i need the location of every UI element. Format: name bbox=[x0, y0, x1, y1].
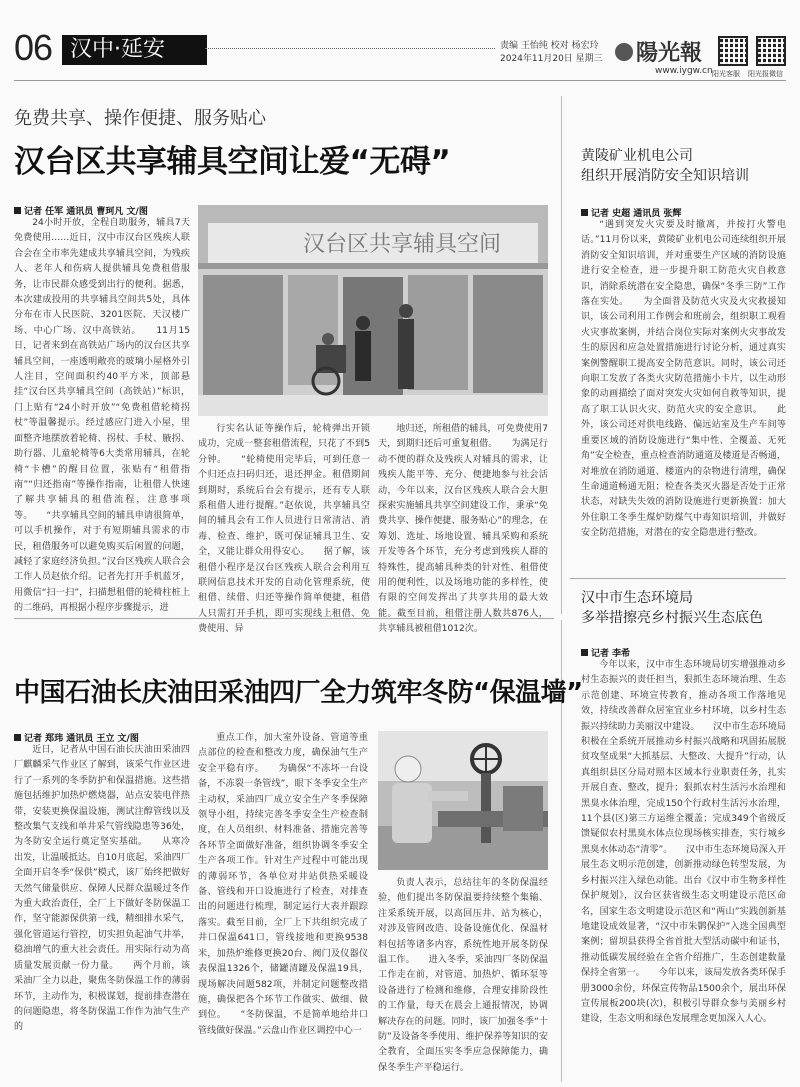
photo-sign-text: 汉台区共享辅具空间 bbox=[303, 232, 502, 257]
article4-headline bbox=[581, 588, 763, 628]
article1-column-3 bbox=[378, 422, 548, 635]
header-bottom-rule bbox=[14, 80, 786, 81]
article2-column-3 bbox=[378, 876, 548, 1083]
article3-text: “遇到突发火灾要及时撤离，并按打火警电话。”11月份以来，黄陵矿业机电公司连续组织开展消防安全知识培训，并对重要生产区域的消防设施进行安全检查，进一步提升职工防范火灾自救意识，消除系统潜在安全隐患，确保“冬季三防”工作落在实处。 为全面普及防范火灾及火灾救援知识，该公司利用工作例会和班前会，组织职工观看火灾事故案例，并结合岗位实际对案例火灾事故发生的原因和应急处置措施进行讨论分析，通过真实案例警醒职工提高安全防范意识。同时，该公司还向职工发放了各类火灾防范措施小卡片，以生动形象的动画描绘了面对突发火灾如何自救等知识，提高了职工认识火灾、防范火灾的安全意识。 此外，该公司还对供电线路、偏远站室及生产车间等重要区域的消防设施进行“集中性、全覆盖、无死角”安全检查，重点检查消防通道及楼道是否畅通，对堆放在消防通道、楼道内的杂物进行清理，确保生命通道畅通无阻；检查各类灭火器是否处于正常状态，对缺失失效的消防设施进行更新换置：加大外住职工冬季生煤炉防煤气中毒知识培训，并做好安全防范措施，对潜在的安全隐患进行整改。 bbox=[581, 220, 786, 539]
column-divider bbox=[561, 96, 562, 614]
editor-line: 责编 王怡纯 校对 杨宏玲 bbox=[500, 41, 599, 51]
article1-text-1: 24小时开放，全程自助服务，辅具7天免费使用……近日，汉中市汉台区残疾人联合会在全市率先建成共享辅具空间，为残疾人、老年人和伤病人提供辅具免费租借服务，让市民群众感受到出行的便利。据悉，本次建成投用的共享辅具空间共5处，具体分布在市人民医院、3201医院、天汉楼广场、中心广场、汉中高铁站。 11月15日，记者来到在高铁站广场内的汉台区共享辅具空间，一座透明敞亮的玻璃小屋格外引人注目，空间面积约40平方米，顶部悬挂“汉台区共享辅具空间（高铁站）”标识，门上贴有“24小时开放”“免费租借轮椅拐杖”等温馨提示。经过感应门进入小屋，里面整齐地摆放着轮椅、拐杖、手杖、腋拐、助行器、儿童轮椅等6大类常用辅具，在轮椅“卡槽”的醒目位置，张贴有“租借指南”“归还指南”等操作指南，让租借人快速了解共享辅具的租借流程，注意事项等。 “共享辅具空间的辅具申请很简单，可以手机操作，对于有短期辅具需求的市民，租借服务可以避免购买后闲置的问题，减轻了家庭经济负担。”汉台区残疾人联合会工作人员赵依介绍。记者先打开手机蓝牙，用微信“扫一扫”，扫描想租借的轮椅柱桩上的二维码，再根据小程序步骤提示，进 bbox=[14, 218, 190, 614]
qr-code-wechat[interactable] bbox=[748, 36, 786, 78]
qr-code-customer-service[interactable] bbox=[712, 36, 748, 78]
article1-headline: 汉台区共享辅具空间让爱“无碍” bbox=[14, 144, 451, 180]
qr-caption: 阳光报微信 bbox=[748, 70, 783, 78]
header-divider bbox=[205, 48, 495, 49]
newspaper-logo: 陽光報 bbox=[615, 36, 702, 67]
article2-column-2 bbox=[198, 731, 368, 1083]
article3-headline-line1: 黄陵矿业机电公司 bbox=[581, 148, 693, 164]
article4-body bbox=[581, 658, 786, 1083]
qr-code-icon bbox=[718, 36, 748, 66]
article2-text-2: 重点工作，加大室外设备、管道等重点部位的检查和整改力度，确保油气生产安全平稳有序。 为确保“不冻坏一台设备，不冻裂一条管线”，眼下冬季安全生产主动权，采油四厂成立安全生产冬季保障领导小组，持续完善冬季安全生产检查制度，在人员组织、材料准备、措施完善等各环节全面做好准备，组织协调冬季安全生产各项工作。针对生产过程中可能出现的薄弱环节，各单位对井站供热采暖设备、管线和开口设施进行了检查，对排查出的问题进行梳理，制定运行大表并跟踪落实。截至目前，全厂上下共组织完成了井口保温641口，管线接地和更换9538米，加热炉维修更换20台、阀门及仪器仪表保温1326个，储罐清罐及保温19具，现场解决问题582项，并制定问题整改措施，确保把各个环节工作做实、做细、做到位。 “冬防保温，不是简单地给井口管线做好保温。”云盘山作业区调控中心一 bbox=[198, 733, 368, 1036]
article3-body bbox=[581, 218, 786, 573]
website-link[interactable]: www.iygw.cn bbox=[655, 66, 713, 76]
article1-column-1 bbox=[14, 216, 190, 614]
article1-photo bbox=[198, 205, 548, 416]
qr-code-icon bbox=[756, 36, 786, 66]
logo-emblem-icon bbox=[615, 43, 633, 61]
article2-text-1: 近日，记者从中国石油长庆油田采油四厂麒麟采气作业区了解到，该采气作业区进行了一系列的冬季防护和保温措施。这些措施包括维护加热炉燃烧器，站点安装电伴热带，安装更换保温设施，测试注醇管线以及整改集气支线和单井采气管线隐患等36处，为冬防安全运行奠定坚实基础。 从寒冷出发，让温暖抵达。自10月底起，采油四厂全面开启冬季“保供”模式，该厂始终把做好天然气储量供应、保障人民群众温暖过冬作为重大政治责任，全厂上下做好冬防保温工作，坚守能源保供第一线，精细排水采气，强化管道运行管控，切实担负起油气井举，稳油增气的重大社会责任。用实际行动为高质量发展贡献一份力量。 两个月前，该采油厂全力以赴，聚焦冬防保温工作的薄弱环节，主动作为，积极谋划，提前排查潜在的问题隐患，将冬防保温工作作为油气生产的 bbox=[14, 745, 190, 1033]
article4-headline-line2: 多举措擦亮乡村振兴生态底色 bbox=[581, 610, 763, 626]
article1-byline: 记者 任军 通讯员 曹珂凡 文/图 bbox=[14, 204, 148, 217]
article2-photo bbox=[378, 731, 548, 870]
article2-byline: 记者 郑玮 通讯员 王立 文/图 bbox=[14, 731, 139, 744]
article2-headline: 中国石油长庆油田采油四厂全力筑牢冬防“保温墙” bbox=[14, 678, 583, 708]
article1-column-2 bbox=[198, 422, 370, 635]
section-divider bbox=[570, 578, 786, 579]
section-title: 汉中·延安 bbox=[62, 35, 207, 65]
qr-caption: 阳光客服 bbox=[712, 70, 740, 78]
section-divider bbox=[14, 618, 554, 619]
article1-kicker: 免费共享、操作便捷、服务贴心 bbox=[14, 108, 266, 129]
date-line: 2024年11月20日 星期三 bbox=[500, 54, 603, 64]
page-number: 06 bbox=[14, 27, 53, 68]
article2-column-1 bbox=[14, 743, 190, 1083]
article4-byline: 记者 李希 bbox=[581, 646, 630, 659]
article1-text-2: 行实名认证等操作后，轮椅弹出开锁成功，完成一整套租借流程，只花了不到5分钟。 “轮椅使用完毕后，可到任意一个归还点扫码归还，退还押金。租借期间到期时，系统后台会有提示，还有专人联系租借人进行提醒。”赵依说，共享辅具空间的辅具会有工作人员进行日常清洁、消毒、检查、维护，既可保证辅具卫生、安全，又能让群众用得安心。 据了解，该租借小程序是汉台区残疾人联合会利用互联网信息技术开发的自动化管理系统，使租借、续借、归还等操作简单便捷，租借人只需打开手机，即可实现线上租借、免费使用、异 bbox=[198, 424, 370, 635]
article1-text-3: 地归还，所租借的辅具，可免费使用7天，到期归还后可重复租借。 为满足行动不便的群众及残疾人对辅具的需求，让残疾人能平等、充分、便捷地参与社会活动，今年以来，汉台区残疾人联合会大胆探索实施辅具共享空间建设工作，秉承“免费共享、操作便捷、服务贴心”的理念，在筹划、选址、场地设置、辅具采购和系统开发等各个环节，充分考虑到残疾人群的特殊性，提高辅具种类的针对性、租借使用的便利性，以及场地功能的多样性，使有限的空间发挥出了共享共用的最大效能。截至目前，租借注册人数共876人，共享辅具被租借1012次。 bbox=[378, 424, 548, 635]
article3-headline bbox=[581, 146, 749, 186]
article4-headline-line1: 汉中市生态环境局 bbox=[581, 590, 693, 606]
article3-headline-line2: 组织开展消防安全知识培训 bbox=[581, 168, 749, 184]
article3-byline: 记者 史超 通讯员 张辉 bbox=[581, 206, 681, 219]
article2-text-3: 负责人表示，总结往年的冬防保温经验，他们提出冬防保温要持续整个集输、注采系统开展，以高回压井、站为核心，对涉及管网改造、设备设施优化、保温材料包括等诸多内容，系统性地开展冬防保温工作。 进入冬季，采油四厂冬防保温工作走在前，对管道、加热炉、循环泵等设备进行了检测和维修，合理安排阶段性的工作量，每天在晨会上通报情况，协调解决存在的问题。同时，该厂加强冬季“十防”及设备冬季使用、维护保养等知识的安全教育，全面压实冬季应急保障能力，确保冬季生产平稳运行。 bbox=[378, 878, 548, 1073]
article4-text: 今年以来，汉中市生态环境局切实增强推动乡村生态振兴的责任担当，狠抓生态环境治理、生态示范创建、环境宣传教育，推动各项工作落地见效，持续改善群众居室宜业乡村环境，以乡村生态振兴持续助力美丽汉中建设。 汉中市生态环境局积极在全系统开展推动乡村振兴战略和巩固拓展脱贫攻坚成果“大抓基层、大整改、大提升”行动，认真组织县区分局对照本区域本行业职责任务，扎实开展自查、整改，提升；狠抓农村生活污水治理和黑臭水体治理，完成150个行政村生活污水治理，11个县(区)第三方运维全覆盖；完成349个省级反馈疑似农村黑臭水体点位现场核实排查，实行城乡黑臭水体动态“清零”。 汉中市生态环境局深入开展生态文明示范创建，创新推动绿色转型发展，为乡村振兴注入绿色动能。出台《汉中市生物多样性保护规划》，汉台区获省级生态文明建设示范区命名，国家生态文明建设示范区和“两山”实践创新基地建设成效显著，“汉中市朱鹮保护”入选全国典型案例；留坝县获得全省首批大型活动碳中和证书，推动低碳发展经验在全省介绍推广，生态创建数量保持全省第一。 今年以来，该局发放各类环保手册3000余份，环保宣传物品1500余个，展出环保宣传展板200块(次)，积极引导群众参与美丽乡村建设，生态文明和绿色发展理念更加深入人心。 bbox=[581, 660, 786, 1025]
issue-meta bbox=[500, 40, 603, 66]
